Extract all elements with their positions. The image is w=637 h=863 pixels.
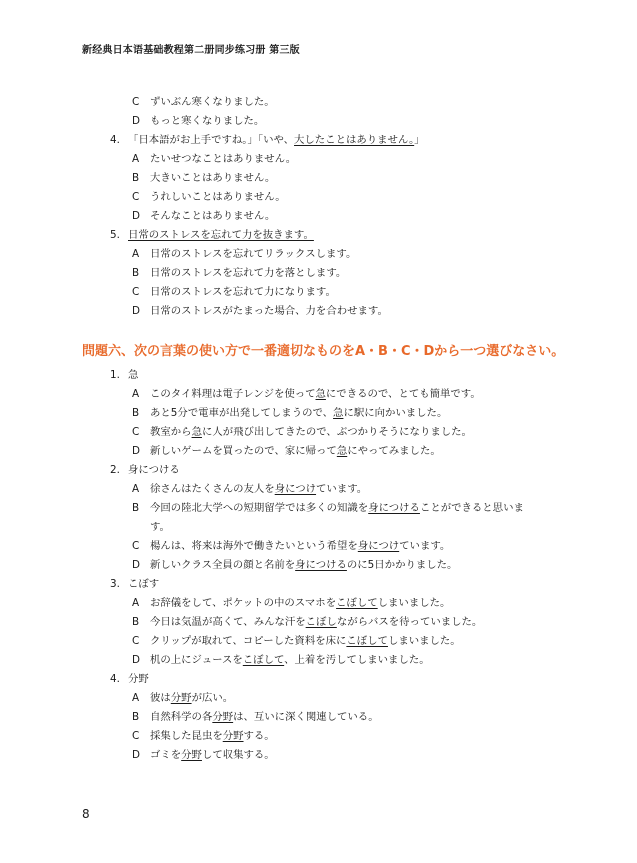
- option-underlined: 分野: [222, 730, 244, 742]
- option-post: にできるので、とても簡単です。: [325, 388, 481, 400]
- option-post: ことができると思いま: [419, 502, 524, 514]
- s6-1-option-c: [132, 425, 472, 439]
- option-underlined: 急: [315, 388, 326, 400]
- option-label: D: [132, 210, 141, 222]
- underlined-phrase: 日常のストレスを忘れて力を抜きます。: [128, 229, 314, 241]
- option-pre: お辞儀をして、ポケットの中のスマホを: [150, 597, 337, 609]
- option-post: しまいました。: [387, 635, 461, 647]
- option-label: D: [132, 654, 141, 666]
- option-text: 日常のストレスを忘れてリラックスします。: [150, 248, 357, 260]
- s6-4-option-c: [132, 729, 275, 743]
- option-label: C: [132, 540, 140, 552]
- option-underlined: こぼし: [305, 616, 337, 628]
- page-number: 8: [82, 807, 90, 821]
- option-underlined: 急: [191, 426, 202, 438]
- option-pre: このタイ料理は電子レンジを使って: [150, 388, 316, 400]
- option-underlined: 身につけ: [357, 540, 400, 552]
- option-pre: 今日は気温が高くて、みんな汗を: [150, 616, 306, 628]
- s6-3-option-b: [132, 615, 482, 629]
- option-label: D: [132, 115, 141, 127]
- option-post: に人が飛び出してきたので、ぶつかりそうになりました。: [201, 426, 472, 438]
- option-underlined: こぼして: [242, 654, 285, 666]
- option-pre: ゴミを: [150, 749, 182, 761]
- item-number: 3.: [110, 578, 120, 590]
- option-underlined: 分野: [170, 692, 192, 704]
- s6-4-option-b: [132, 710, 379, 724]
- s6-3-option-a: [132, 596, 450, 610]
- book-header-title: 新经典日本语基础教程第二册同步练习册 第三版: [82, 45, 300, 56]
- option-text: 日常のストレスがたまった場合、力を合わせます。: [150, 305, 388, 317]
- section-6-title: 問題六、次の言葉の使い方で一番適切なものをA・B・C・Dから一つ選びなさい。: [82, 344, 565, 359]
- option-label: B: [132, 172, 140, 184]
- prev-option-c: [132, 95, 275, 109]
- option-label: D: [132, 445, 141, 457]
- option-label: C: [132, 191, 140, 203]
- option-underlined: 分野: [181, 749, 202, 761]
- option-label: A: [132, 692, 140, 704]
- s6-1-option-d: [132, 444, 441, 458]
- prev-option-d: [132, 114, 264, 128]
- question-number: 4.: [110, 134, 120, 146]
- target-word: こぼす: [128, 578, 160, 590]
- q4-option-c: [132, 190, 286, 204]
- s6-item-3-word: [110, 577, 159, 591]
- option-label: A: [132, 153, 140, 165]
- q5-option-a: [132, 247, 356, 261]
- s6-2-option-a: [132, 482, 367, 496]
- option-label: C: [132, 96, 140, 108]
- s6-3-option-c: [132, 634, 461, 648]
- option-label: A: [132, 597, 140, 609]
- q5-option-c: [132, 285, 336, 299]
- option-text: うれしいことはありません。: [150, 191, 286, 203]
- option-underlined: こぼして: [336, 597, 378, 609]
- option-pre: 採集した昆虫を: [150, 730, 223, 742]
- option-post: ています。: [399, 540, 451, 552]
- stem-text: 「日本語がお上手ですね。」「いや、: [128, 134, 295, 146]
- option-pre: あと5分で電車が出発してしまうので、: [150, 407, 334, 419]
- option-label: B: [132, 407, 140, 419]
- q4-option-d: [132, 209, 275, 223]
- option-label: A: [132, 483, 140, 495]
- option-label: A: [132, 388, 140, 400]
- option-underlined: 急: [336, 445, 348, 457]
- option-post: は、互いに深く関連している。: [233, 711, 379, 723]
- option-underlined: 身につける: [295, 559, 347, 571]
- option-label: A: [132, 248, 140, 260]
- option-label: C: [132, 635, 140, 647]
- option-underlined: 身につけ: [274, 483, 317, 495]
- option-underlined: こぼして: [346, 635, 388, 647]
- s6-2-option-b: [132, 501, 524, 515]
- option-pre: 新しいクラス全員の顔と名前を: [150, 559, 296, 571]
- option-text: そんなことはありません。: [150, 210, 276, 222]
- option-post: に駅に向かいました。: [343, 407, 448, 419]
- option-underlined: 分野: [212, 711, 234, 723]
- option-pre: 教室から: [150, 426, 192, 438]
- stem-text-end: 」: [414, 134, 425, 146]
- q5-option-d: [132, 304, 388, 318]
- option-post: する。: [243, 730, 275, 742]
- underlined-phrase: 大したことはありません。: [294, 134, 415, 146]
- option-pre: 彼は: [150, 692, 171, 704]
- item-number: 2.: [110, 464, 120, 476]
- question-5-stem: [110, 228, 314, 242]
- target-word: 身につける: [128, 464, 180, 476]
- option-post: しまいました。: [377, 597, 451, 609]
- s6-1-option-b: [132, 406, 447, 420]
- s6-4-option-d: [132, 748, 275, 762]
- option-underlined: 急: [333, 407, 344, 419]
- option-text: ずいぶん寒くなりました。: [150, 96, 275, 108]
- option-label: C: [132, 286, 140, 298]
- target-word: 急: [128, 369, 139, 381]
- option-text: 大きいことはありません。: [150, 172, 276, 184]
- question-number: 5.: [110, 229, 120, 241]
- option-post: 、上着を汚してしまいました。: [284, 654, 430, 666]
- option-label: D: [132, 559, 141, 571]
- q4-option-b: [132, 171, 275, 185]
- s6-1-option-a: [132, 387, 481, 401]
- option-pre: 自然科学の各: [150, 711, 213, 723]
- option-label: B: [132, 502, 140, 514]
- option-label: D: [132, 305, 141, 317]
- question-4-stem: [110, 133, 425, 147]
- s6-4-option-a: [132, 691, 233, 705]
- option-label: D: [132, 749, 141, 761]
- item-number: 4.: [110, 673, 120, 685]
- option-text: もっと寒くなりました。: [150, 115, 265, 127]
- option-text: たいせつなことはありません。: [150, 153, 297, 165]
- option-label: B: [132, 616, 140, 628]
- s6-item-1-word: [110, 368, 138, 382]
- option-label: C: [132, 730, 140, 742]
- option-post: のに5日かかりました。: [346, 559, 458, 571]
- q5-option-b: [132, 266, 346, 280]
- s6-item-2-word: [110, 463, 180, 477]
- option-post: が広い。: [191, 692, 234, 704]
- option-label: C: [132, 426, 140, 438]
- item-number: 1.: [110, 369, 120, 381]
- s6-2-option-c: [132, 539, 450, 553]
- option-post: ています。: [316, 483, 368, 495]
- s6-3-option-d: [132, 653, 430, 667]
- option-post: ながらバスを待っていました。: [336, 616, 483, 628]
- option-label: B: [132, 711, 140, 723]
- option-pre: 楊んは、将来は海外で働きたいという希望を: [150, 540, 358, 552]
- option-pre: 今回の陸北大学への短期留学では多くの知識を: [150, 502, 369, 514]
- s6-2-option-b-continued: す。: [150, 521, 170, 533]
- q4-option-a: [132, 152, 296, 166]
- option-label: B: [132, 267, 140, 279]
- option-post: にやってみました。: [347, 445, 441, 457]
- target-word: 分野: [128, 673, 149, 685]
- s6-item-4-word: [110, 672, 149, 686]
- option-post: して収集する。: [201, 749, 275, 761]
- option-pre: 新しいゲームを買ったので、家に帰って: [150, 445, 337, 457]
- s6-2-option-d: [132, 558, 457, 572]
- option-pre: 徐さんはたくさんの友人を: [150, 483, 275, 495]
- option-text: 日常のストレスを忘れて力を落とします。: [150, 267, 347, 279]
- option-pre: 机の上にジュースを: [150, 654, 243, 666]
- option-pre: クリップが取れて、コピーした資料を床に: [150, 635, 347, 647]
- option-text: 日常のストレスを忘れて力になります。: [150, 286, 336, 298]
- option-underlined: 身につける: [368, 502, 420, 514]
